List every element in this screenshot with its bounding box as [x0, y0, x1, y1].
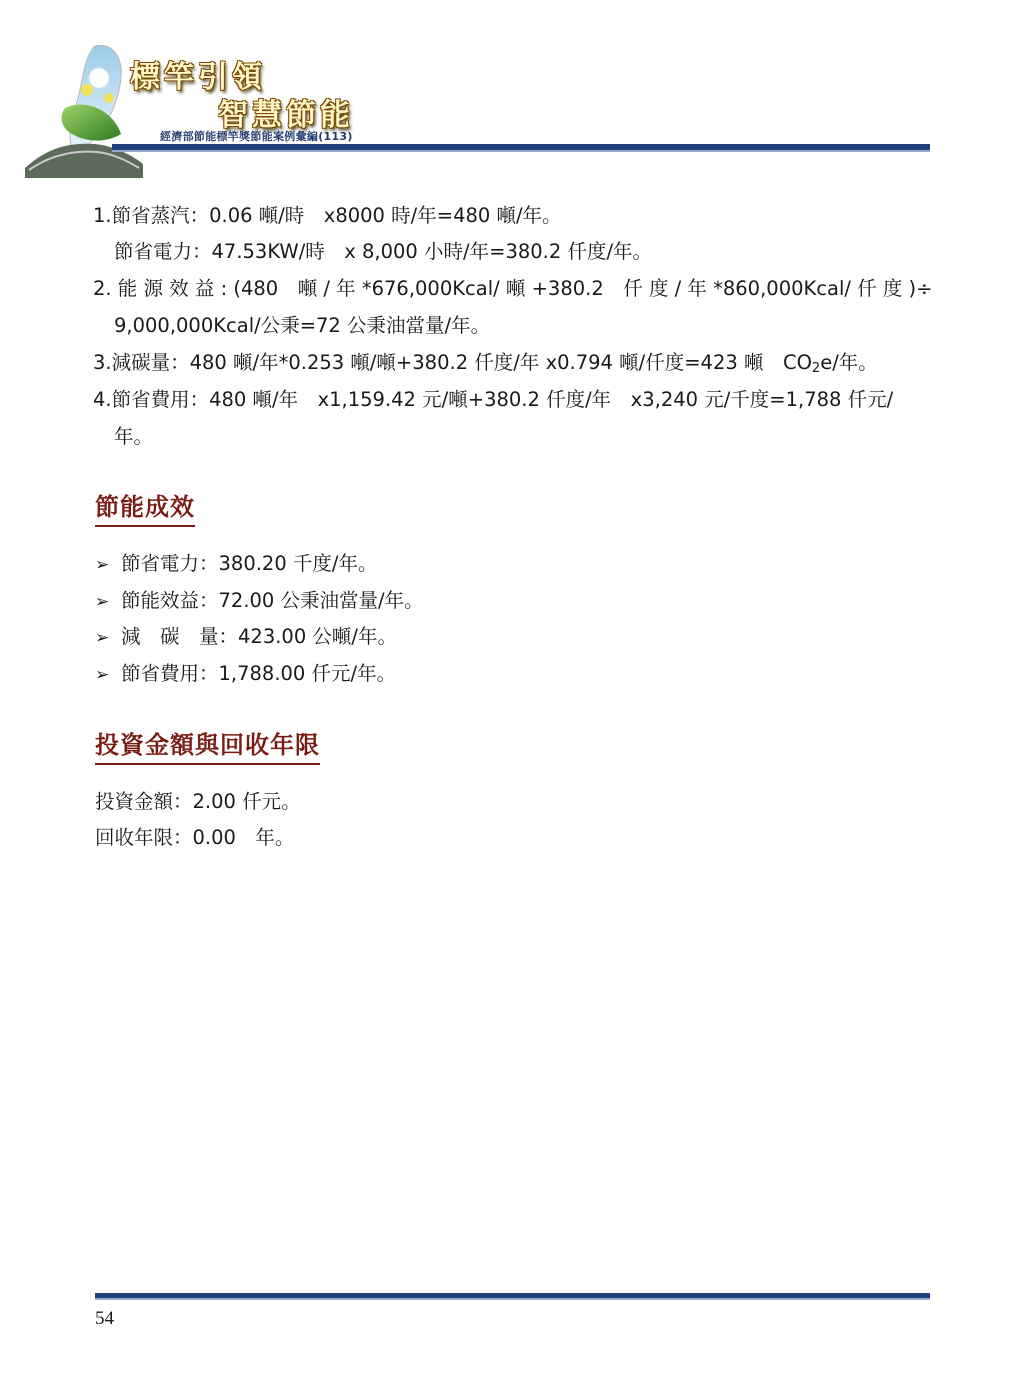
page-header: [0, 0, 1024, 185]
header-subtitle: 經濟部節能標竿獎節能案例彙編(113): [160, 130, 353, 143]
result-carbon-reduction: 減 碳 量：423.00 公噸/年。: [121, 625, 397, 648]
footer-divider: [95, 1293, 930, 1300]
calc-cost-saving-line: 4.節省費用：480 噸/年 x1,159.42 元/噸+380.2 仟度/年 x3,240 元/千度=1,788 仟元/: [93, 388, 894, 411]
section-heading-results: 節能成效: [95, 492, 195, 527]
calc-carbon-text: 3.減碳量：480 噸/年*0.253 噸/噸+380.2 仟度/年 x0.794 噸/仟度=423 噸 CO: [93, 351, 812, 374]
investment-amount: 投資金額：2.00 仟元。: [95, 790, 301, 813]
logo-taiwan-leaf-image: [25, 38, 145, 178]
calc-electricity-line: 節省電力：47.53KW/時 x 8,000 小時/年=380.2 仟度/年。: [114, 240, 653, 263]
list-item: [95, 589, 424, 614]
calc-energy-benefit-line: 2. 能 源 效 益 : (480 噸 / 年 *676,000Kcal/ 噸 +380.2 仟 度 / 年 *860,000Kcal/ 仟 度 )÷: [93, 277, 933, 300]
list-item: [95, 552, 378, 577]
logo-title-line2: 智慧節能: [218, 98, 354, 133]
list-item: [95, 662, 396, 687]
co2-subscript: 2: [811, 361, 821, 376]
page-number: 54: [95, 1308, 114, 1329]
result-electricity: 節省電力：380.20 千度/年。: [121, 552, 378, 575]
calc-steam-line: 1.節省蒸汽：0.06 噸/時 x8000 時/年=480 噸/年。: [93, 204, 562, 227]
calc-carbon-unit: e/年。: [820, 351, 878, 374]
arrow-bullet-icon: ➢: [95, 555, 110, 575]
calc-energy-benefit-cont-line: 9,000,000Kcal/公秉=72 公秉油當量/年。: [114, 314, 491, 337]
header-divider: [112, 144, 930, 152]
result-cost-saving: 節省費用：1,788.00 仟元/年。: [121, 662, 397, 685]
result-energy-benefit: 節能效益：72.00 公秉油當量/年。: [121, 589, 424, 612]
payback-period: 回收年限：0.00 年。: [95, 826, 295, 849]
logo-title-line1: 標竿引領: [130, 60, 266, 95]
section-heading-investment: 投資金額與回收年限: [95, 730, 320, 765]
arrow-bullet-icon: ➢: [95, 592, 110, 612]
list-item: [95, 625, 397, 650]
arrow-bullet-icon: ➢: [95, 665, 110, 685]
arrow-bullet-icon: ➢: [95, 628, 110, 648]
calc-carbon-reduction-line: [93, 351, 878, 375]
calc-cost-saving-cont-line: 年。: [114, 425, 154, 448]
